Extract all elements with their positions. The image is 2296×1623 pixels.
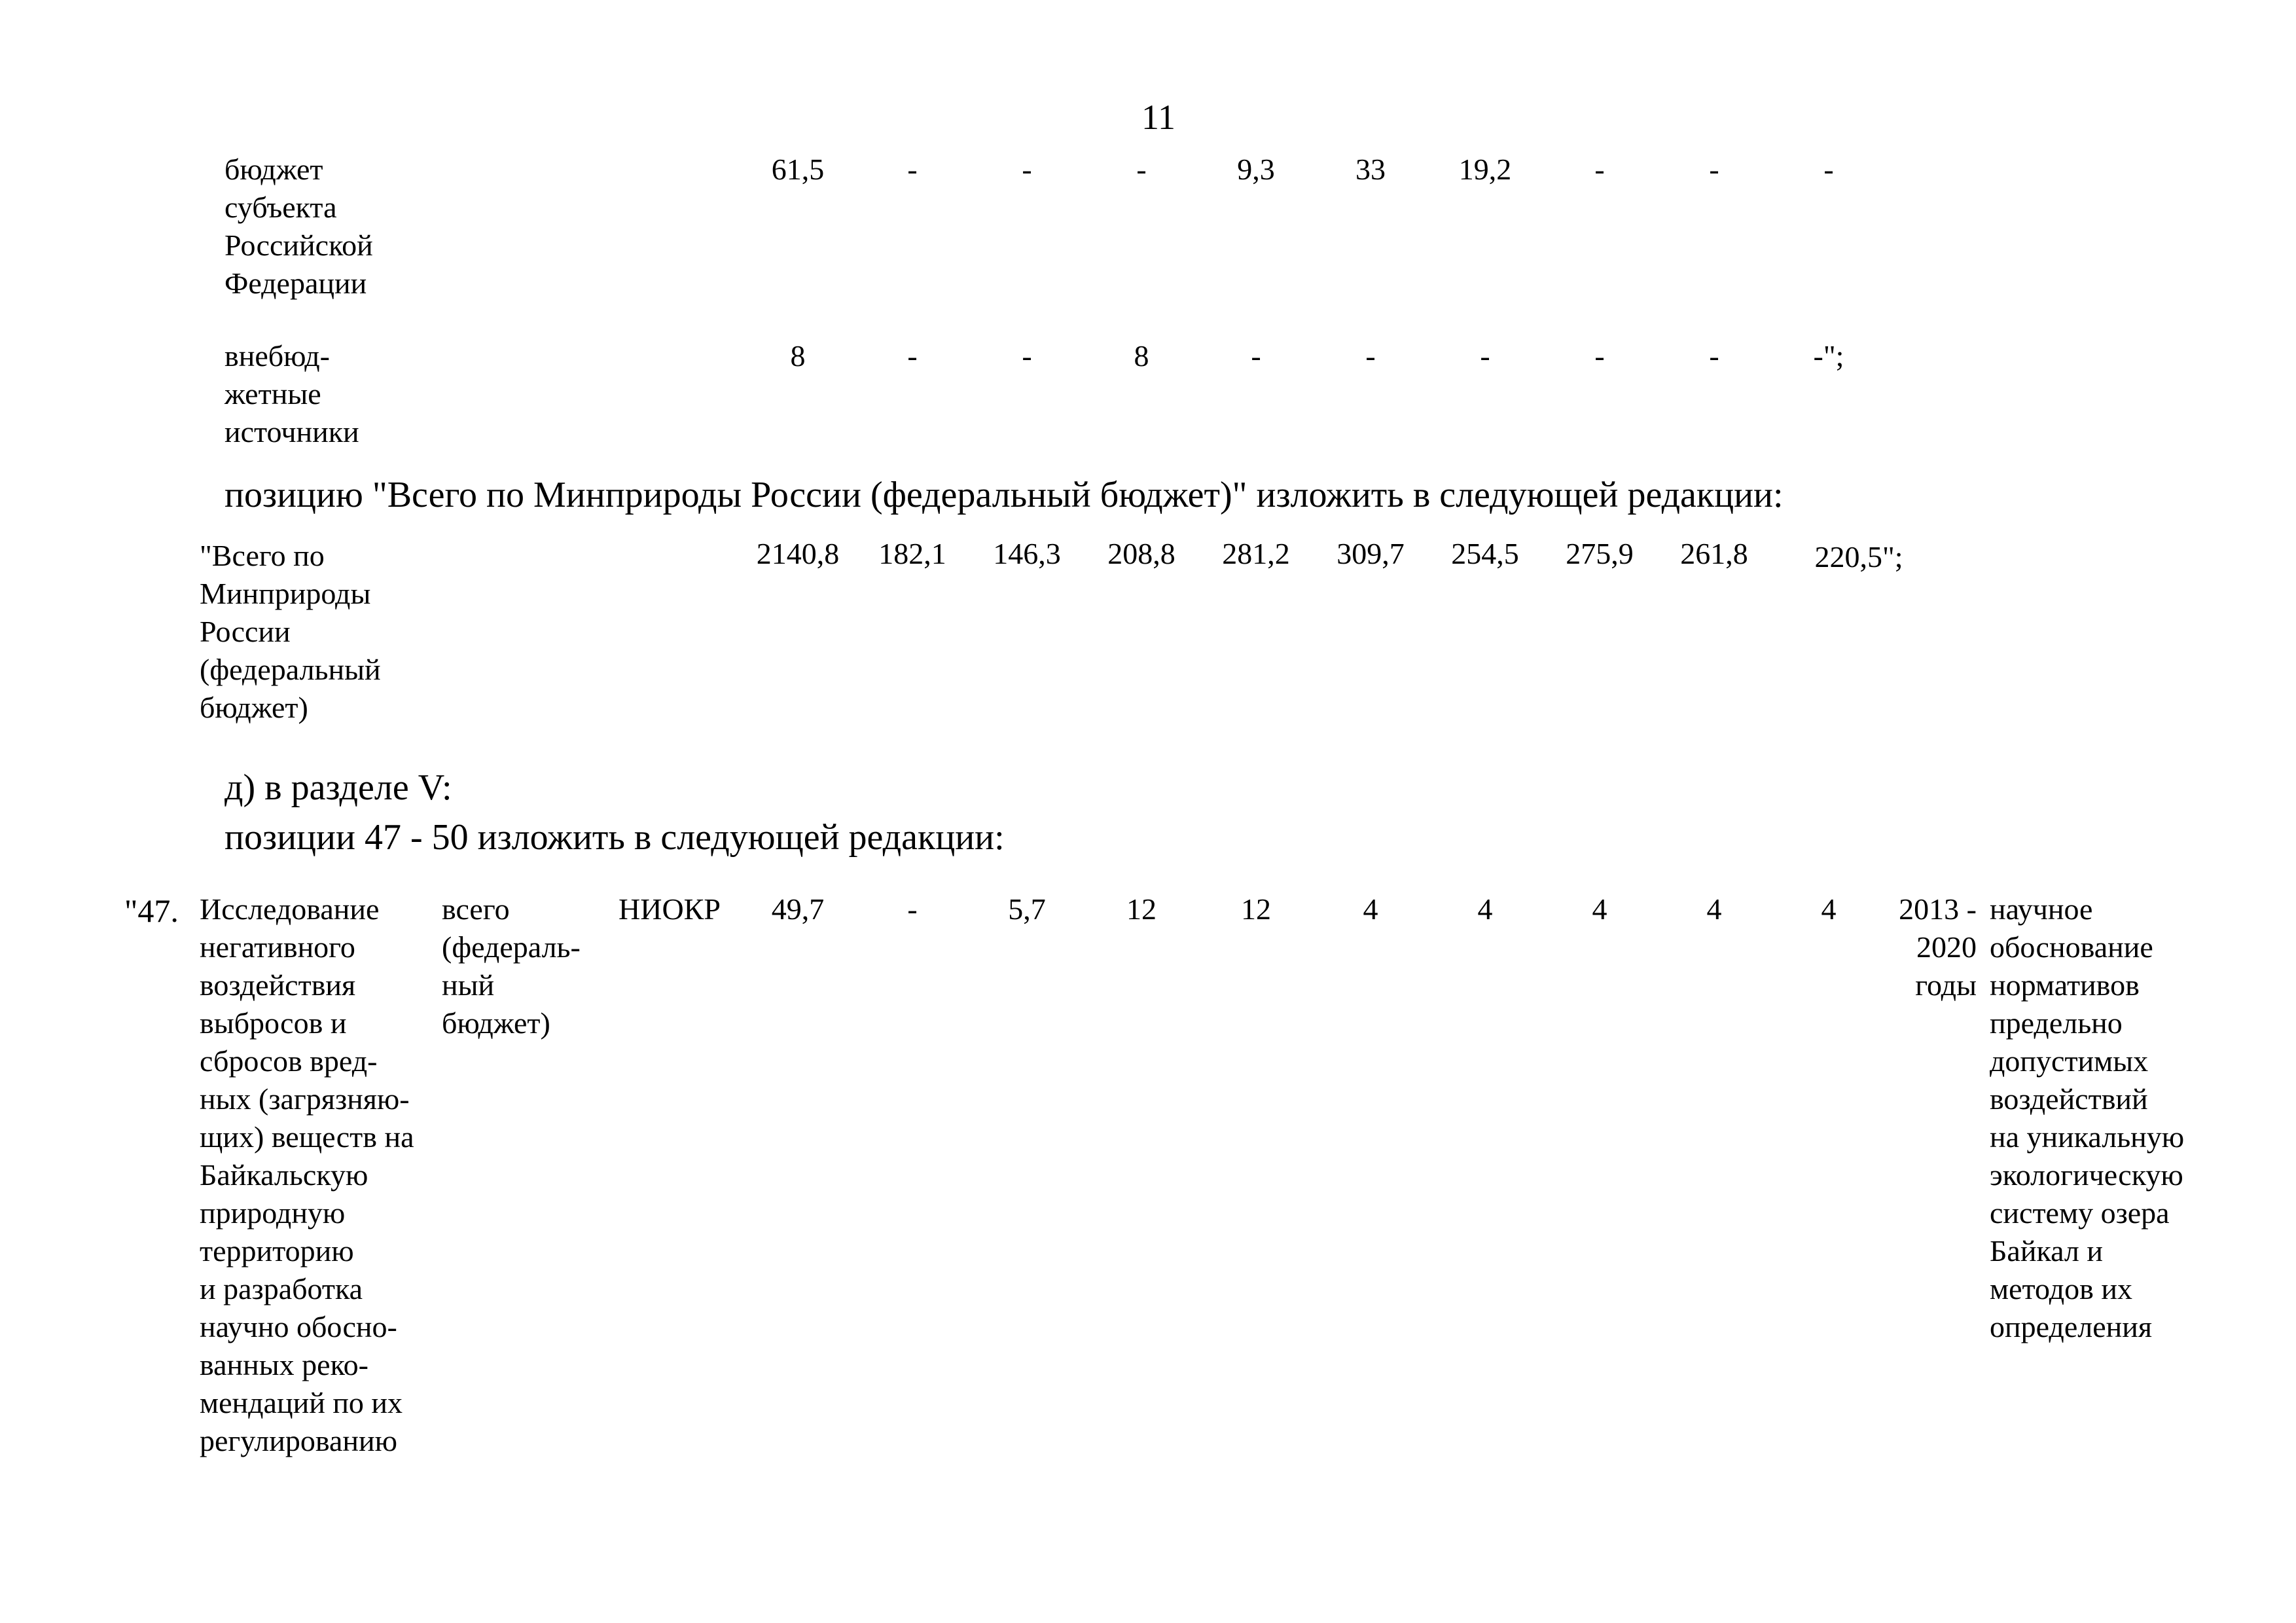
value-cell: 5,7 [1008,892,1046,926]
value-cell: 261,8 [1680,537,1748,570]
text-line: сбросов вред- [200,1044,378,1078]
value-cell: 8 [1134,339,1149,373]
row-total-label [200,537,422,727]
text-line: мендаций по их [200,1386,403,1419]
text-line: всего [442,892,510,926]
row-47-result [1990,890,2238,1346]
text-line: годы [1915,968,1977,1002]
text-line: ванных реко- [200,1348,368,1381]
value-cell: 309,7 [1336,537,1405,570]
label-line: источники [224,415,359,448]
text-line: предельно [1990,1006,2123,1040]
value-cell: - [1709,153,1719,186]
label-line: бюджет [224,153,323,186]
label-line: Минприроды [200,577,371,610]
value-cell: 12 [1241,892,1271,926]
label-line: внебюд- [224,339,330,373]
text-line: 2020 [1916,930,1977,964]
value-cell: 281,2 [1222,537,1290,570]
value-cell: -"; [1813,339,1844,373]
page-number: 11 [1141,98,1175,137]
row-47-name [200,890,442,1460]
value-cell: - [1709,339,1719,373]
value-cell: - [1022,153,1032,186]
value-cell: - [1594,153,1605,186]
value-cell: 33 [1355,153,1386,186]
text-line: (федераль- [442,930,581,964]
row-47-type: НИОКР [619,892,721,926]
text-line: обоснование [1990,930,2153,964]
value-cell: 19,2 [1458,153,1512,186]
label-line: жетные [224,377,321,410]
instruction-positions: позиции 47 - 50 изложить в следующей редакции: [224,817,1005,858]
value-cell: 4 [1706,892,1722,926]
value-cell: 8 [790,339,806,373]
value-cell: - [1594,339,1605,373]
text-line: экологическую [1990,1158,2183,1192]
value-cell: - [1251,339,1261,373]
value-cell: 146,3 [993,537,1061,570]
text-line: территорию [200,1234,354,1267]
text-line: нормативов [1990,968,2140,1002]
value-cell: 4 [1477,892,1493,926]
text-line: Исследование [200,892,380,926]
value-cell: 4 [1592,892,1607,926]
row-subject-label [224,151,421,302]
label-line: бюджет) [200,691,308,724]
text-line: научно обосно- [200,1310,397,1343]
instruction-total: позицию "Всего по Минприроды России (федеральный бюджет)" изложить в следующей редакции: [224,475,1784,515]
value-cell: 61,5 [771,153,825,186]
text-line: систему озера [1990,1196,2170,1230]
text-line: методов их [1990,1272,2132,1305]
label-line: Российской [224,228,373,262]
value-cell: 9,3 [1237,153,1275,186]
row-47-period [1885,890,1977,1004]
text-line: щих) веществ на [200,1120,414,1154]
row-47-number: "47. [124,892,179,929]
value-cell: 208,8 [1107,537,1175,570]
text-line: на уникальную [1990,1120,2185,1154]
value-cell: 49,7 [771,892,825,926]
value-cell: - [907,892,918,926]
value-cell: 2140,8 [756,537,840,570]
text-line: негативного [200,930,355,964]
section-heading: д) в разделе V: [224,767,452,808]
value-cell: 12 [1126,892,1157,926]
value-cell: - [907,153,918,186]
label-line: субъекта [224,191,337,224]
label-line: Федерации [224,266,367,300]
text-line: 2013 - [1899,892,1977,926]
value-cell: - [1365,339,1376,373]
label-line: "Всего по [200,539,325,572]
text-line: и разработка [200,1272,363,1305]
text-line: выбросов и [200,1006,347,1040]
value-cell: 254,5 [1451,537,1519,570]
text-line: Байкальскую [200,1158,368,1192]
row-47-source [442,890,612,1042]
label-line: (федеральный [200,653,381,686]
value-cell: 4 [1363,892,1378,926]
value-cell: - [1823,153,1834,186]
text-line: природную [200,1196,346,1230]
value-cell: 4 [1821,892,1837,926]
text-line: бюджет) [442,1006,550,1040]
text-line: ных (загрязняю- [200,1082,410,1116]
text-line: определения [1990,1310,2153,1343]
value-cell: - [1022,339,1032,373]
text-line: ный [442,968,495,1002]
value-cell: - [907,339,918,373]
text-line: регулированию [200,1424,397,1457]
text-line: воздействий [1990,1082,2148,1116]
row-extra-label [224,337,421,451]
text-line: воздействия [200,968,356,1002]
value-cell: 182,1 [878,537,946,570]
value-cell: - [1136,153,1147,186]
value-cell: 275,9 [1566,537,1634,570]
text-line: Байкал и [1990,1234,2103,1267]
label-line: России [200,615,291,648]
text-line: научное [1990,892,2093,926]
value-cell: - [1480,339,1490,373]
text-line: допустимых [1990,1044,2149,1078]
value-cell: 220,5"; [1814,540,1903,574]
